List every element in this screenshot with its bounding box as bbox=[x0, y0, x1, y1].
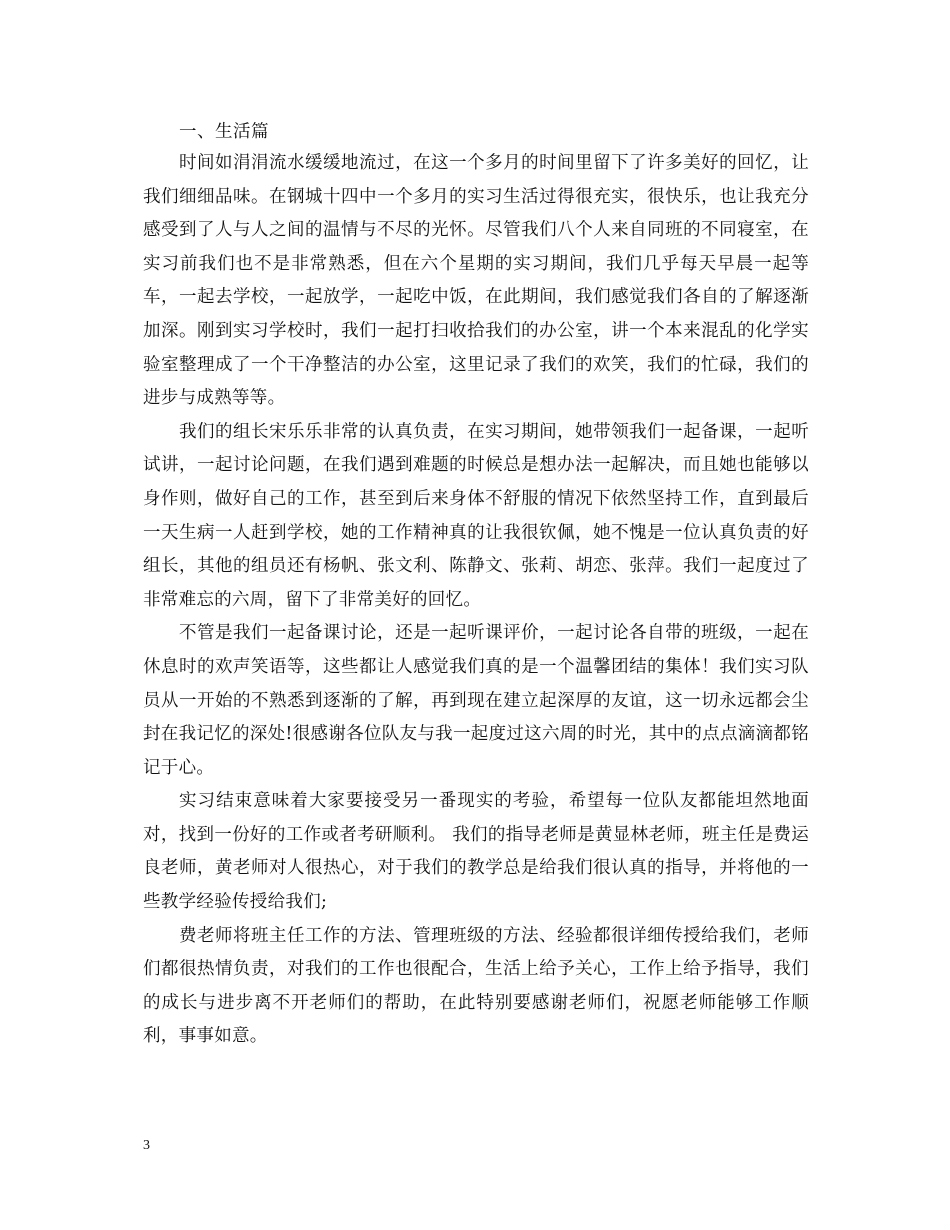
paragraph-1: 时间如涓涓流水缓缓地流过，在这一个多月的时间里留下了许多美好的回忆，让我们细细品味。在钢城十四中一个多月的实习生活过得很充实，很快乐，也让我充分感受到了人与人之间的温情与不尽的光怀。尽管我们八个人来自同班的不同寝室，在实习前我们也不是非常熟悉，但在六个星期的实习期间，我们几乎每天早晨一起等车，一起去学校，一起放学，一起吃中饭，在此期间，我们感觉我们各自的了解逐渐加深。刚到实习学校时，我们一起打扫收拾我们的办公室，讲一个本来混乱的化学实验室整理成了一个干净整洁的办公室，这里记录了我们的欢笑，我们的忙碌，我们的进步与成熟等等。 bbox=[143, 153, 809, 409]
paragraph-2: 我们的组长宋乐乐非常的认真负责，在实习期间，她带领我们一起备课，一起听试讲，一起讨论问题，在我们遇到难题的时候总是想办法一起解决，而且她也能够以身作则，做好自己的工作，甚至到后来身体不舒服的情况下依然坚持工作，直到最后一天生病一人赶到学校，她的工作精神真的让我很钦佩，她不愧是一位认真负责的好组长，其他的组员还有杨帆、张文利、陈静文、张莉、胡恋、张萍。我们一起度过了非常难忘的六周，留下了非常美好的回忆。 bbox=[143, 421, 809, 610]
section-heading: 一、生活篇 bbox=[179, 122, 269, 142]
document-body bbox=[143, 118, 809, 1054]
page-number: 3 bbox=[143, 1138, 150, 1153]
paragraph-5: 费老师将班主任工作的方法、管理班级的方法、经验都很详细传授给我们，老师们都很热情负责，对我们的工作也很配合，生活上给予关心，工作上给予指导，我们的成长与进步离不开老师们的帮助，在此特别要感谢老师们，祝愿老师能够工作顺利，事事如意。 bbox=[143, 925, 809, 1047]
paragraph-4: 实习结束意味着大家要接受另一番现实的考验，希望每一位队友都能坦然地面对，找到一份好的工作或者考研顺利。 我们的指导老师是黄显林老师，班主任是费运良老师，黄老师对人很热心，对于我们的教学总是给我们很认真的指导，并将他的一些教学经验传授给我们; bbox=[143, 791, 809, 913]
paragraph-3: 不管是我们一起备课讨论，还是一起听课评价，一起讨论各自带的班级，一起在休息时的欢声笑语等，这些都让人感觉我们真的是一个温馨团结的集体！我们实习队员从一开始的不熟悉到逐渐的了解，再到现在建立起深厚的友谊，这一切永远都会尘封在我记忆的深处!很感谢各位队友与我一起度过这六周的时光，其中的点点滴滴都铭记于心。 bbox=[143, 623, 809, 778]
